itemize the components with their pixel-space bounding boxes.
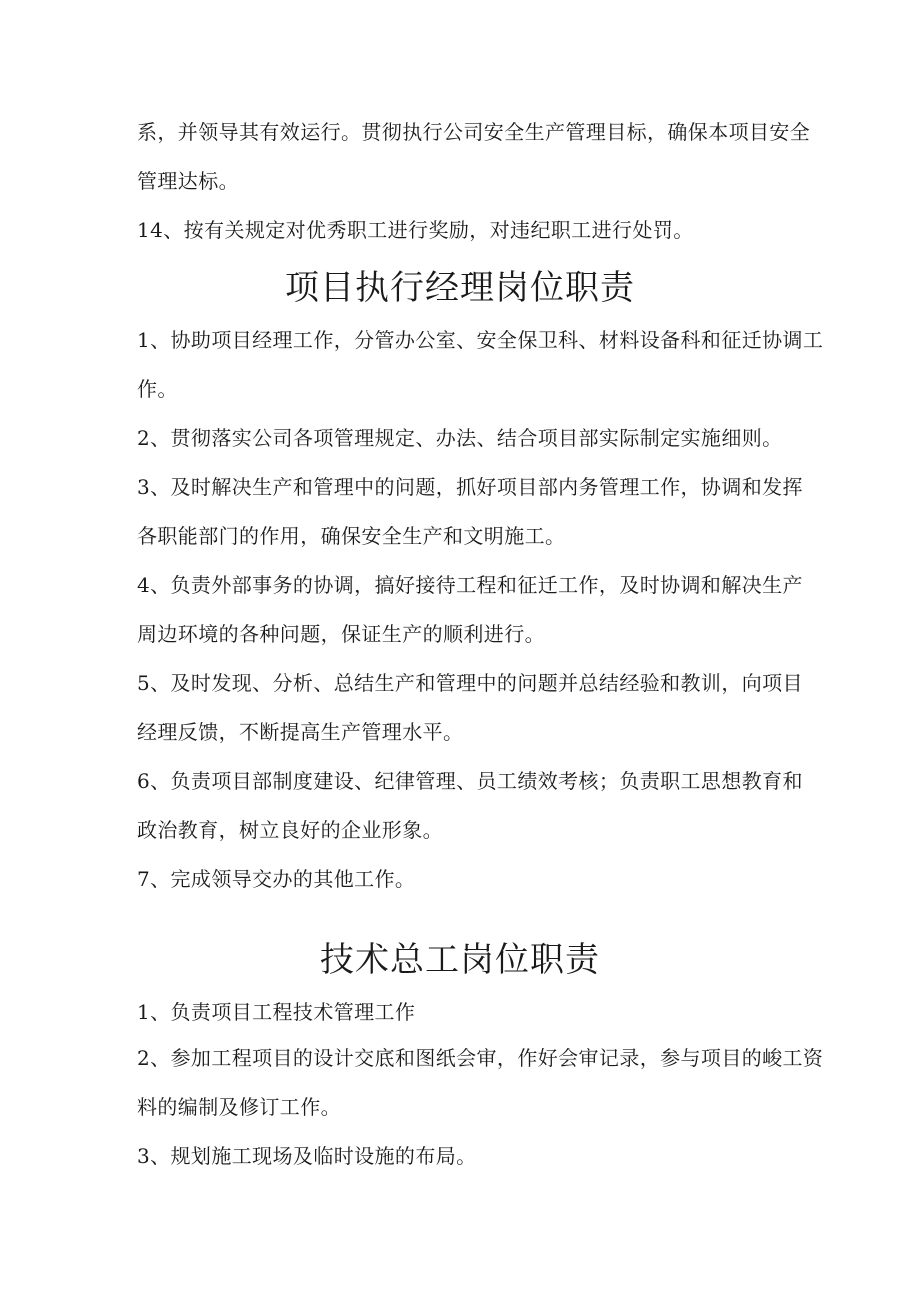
section2-line-4: 3、规划施工现场及临时设施的布局。 [137,1144,477,1168]
section1-line-9: 经理反馈，不断提高生产管理水平。 [137,720,464,744]
section2-line-2: 2、参加工程项目的设计交底和图纸会审，作好会审记录，参与项目的峻工资 [137,1046,824,1070]
section1-line-3: 2、贯彻落实公司各项管理规定、办法、结合项目部实际制定实施细则。 [137,426,783,450]
section1-line-10: 6、负责项目部制度建设、纪律管理、员工绩效考核；负责职工思想教育和 [137,769,803,793]
section1-line-4: 3、及时解决生产和管理中的问题，抓好项目部内务管理工作，协调和发挥 [137,475,803,499]
section2-line-3: 料的编制及修订工作。 [137,1095,341,1119]
section1-line-1: 1、协助项目经理工作，分管办公室、安全保卫科、材料设备科和征迁协调工 [137,328,824,352]
section1-line-2: 作。 [137,377,178,401]
section2-line-1: 1、负责项目工程技术管理工作 [137,1000,416,1024]
section2-title: 技术总工岗位职责 [320,940,600,980]
section1-line-8: 5、及时发现、分析、总结生产和管理中的问题并总结经验和教训，向项目 [137,671,803,695]
intro-line-3: 14、按有关规定对优秀职工进行奖励，对违纪职工进行处罚。 [137,218,694,242]
section1-line-5: 各职能部门的作用，确保安全生产和文明施工。 [137,524,566,548]
section1-line-11: 政治教育，树立良好的企业形象。 [137,818,443,842]
section1-title: 项目执行经理岗位职责 [285,268,635,308]
section1-line-7: 周边环境的各种问题，保证生产的顺利进行。 [137,622,545,646]
section1-line-12: 7、完成领导交办的其他工作。 [137,867,416,891]
intro-line-2: 管理达标。 [137,169,239,193]
intro-line-1: 系，并领导其有效运行。贯彻执行公司安全生产管理目标，确保本项目安全 [137,120,811,144]
section1-line-6: 4、负责外部事务的协调，搞好接待工程和征迁工作，及时协调和解决生产 [137,573,803,597]
